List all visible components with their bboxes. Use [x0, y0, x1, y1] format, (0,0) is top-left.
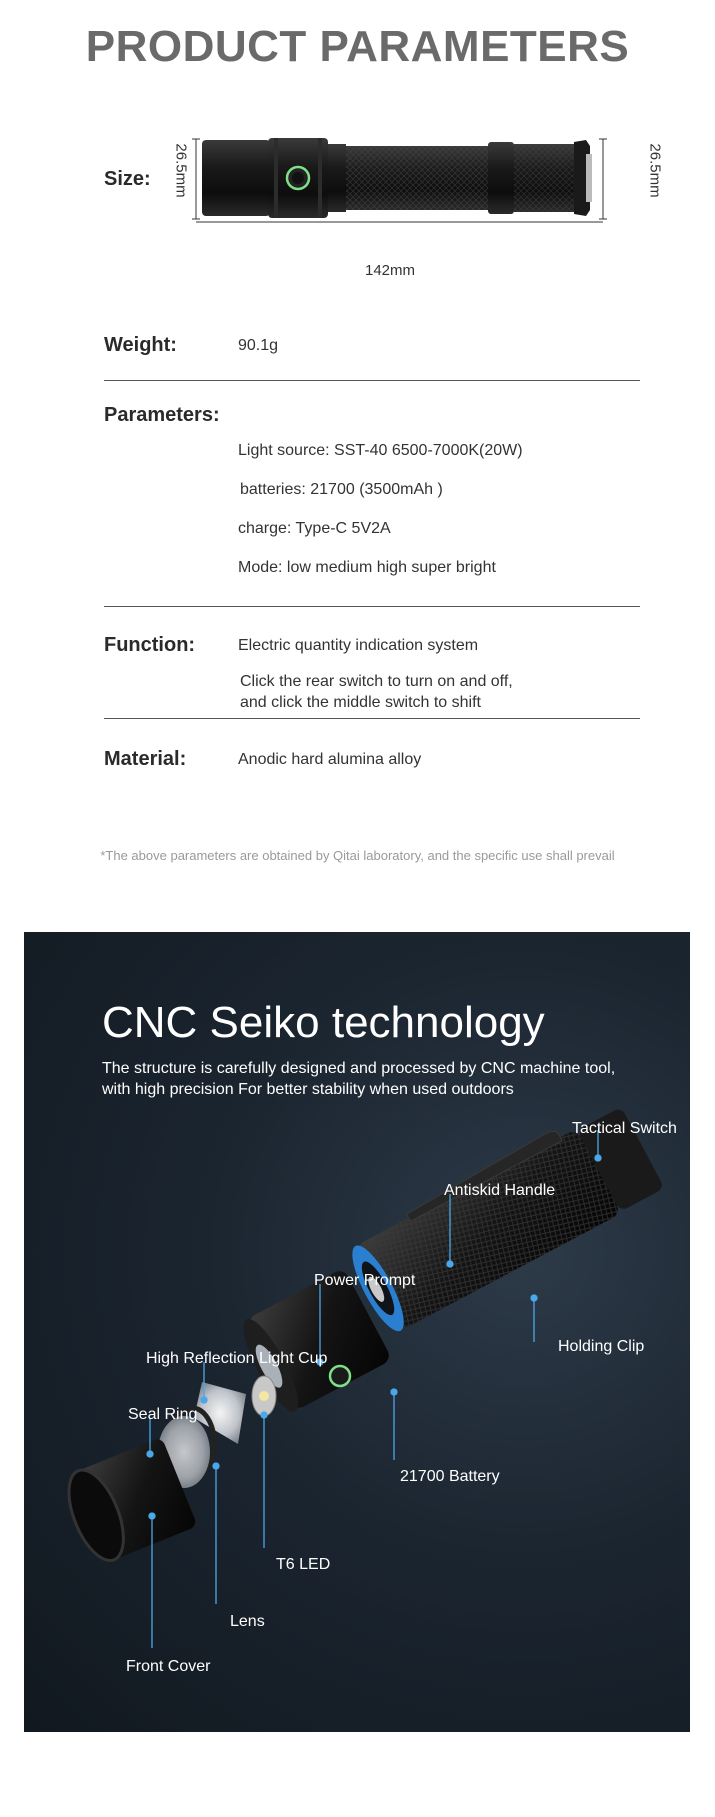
material-value: Anodic hard alumina alloy: [238, 751, 422, 768]
callout-battery: 21700 Battery: [400, 1468, 500, 1485]
weight-label: Weight:: [104, 334, 177, 356]
callout-lens: Lens: [230, 1613, 265, 1630]
diameter-left: 26.5mm: [172, 143, 190, 198]
callout-seal-ring: Seal Ring: [128, 1406, 198, 1423]
callout-front-cover: Front Cover: [126, 1658, 211, 1675]
size-label: Size:: [104, 168, 151, 190]
function-line: and click the middle switch to shift: [240, 694, 481, 711]
diameter-right: 26.5mm: [646, 143, 664, 198]
function-label: Function:: [104, 634, 196, 656]
divider: [104, 606, 640, 607]
material-label: Material:: [104, 748, 187, 770]
callout-power-prompt: Power Prompt: [314, 1272, 416, 1289]
cnc-description: The structure is carefully designed and processed by CNC machine tool,: [102, 1060, 616, 1077]
parameter-light-source: Light source: SST-40 6500-7000K(20W): [238, 442, 523, 459]
function-line: Electric quantity indication system: [238, 637, 479, 654]
parameter-charge: charge: Type-C 5V2A: [238, 520, 391, 537]
parameter-mode: Mode: low medium high super bright: [238, 559, 496, 576]
callout-antiskid-handle: Antiskid Handle: [444, 1182, 556, 1199]
callout-tactical-switch: Tactical Switch: [572, 1120, 677, 1137]
footnote: *The above parameters are obtained by Qitai laboratory, and the specific use shall prevail: [100, 848, 615, 863]
power-indicator-icon: [330, 1366, 350, 1386]
length-label: 142mm: [364, 262, 416, 279]
cnc-technology-panel: [24, 932, 690, 1732]
cnc-description: with high precision For better stability when used outdoors: [102, 1081, 514, 1098]
flashlight-side-view-icon: [188, 134, 611, 224]
parameter-batteries: batteries: 21700 (3500mAh ): [240, 481, 443, 498]
page-title: PRODUCT PARAMETERS: [85, 22, 630, 71]
divider: [104, 380, 640, 381]
callout-light-cup: High Reflection Light Cup: [146, 1350, 328, 1367]
parameters-label: Parameters:: [104, 404, 220, 426]
callout-holding-clip: Holding Clip: [558, 1338, 645, 1355]
cnc-title: CNC Seiko technology: [102, 998, 545, 1047]
callout-led: T6 LED: [276, 1556, 331, 1573]
weight-value: 90.1g: [238, 337, 279, 354]
function-line: Click the rear switch to turn on and off,: [240, 673, 513, 690]
flashlight-exploded-view-icon: [24, 932, 690, 1732]
divider: [104, 718, 640, 719]
